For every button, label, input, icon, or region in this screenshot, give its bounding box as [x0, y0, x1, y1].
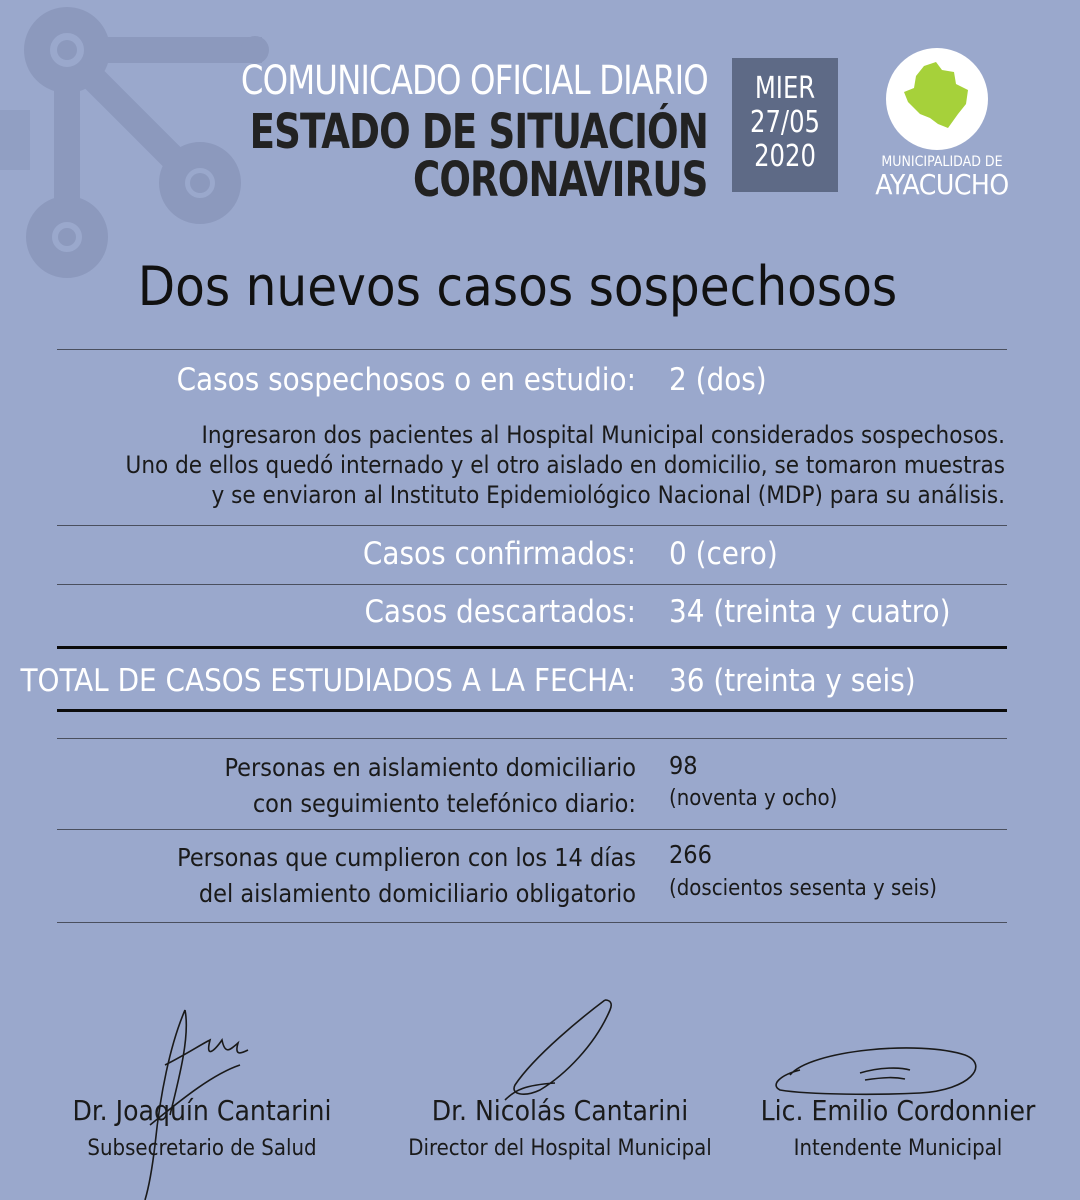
- divider: [57, 349, 1007, 350]
- description-line: Uno de ellos quedó internado y el otro aislado en domicilio, se tomaron muestras: [125, 451, 1005, 479]
- signatory-role-2: Director del Hospital Municipal: [408, 1136, 712, 1161]
- divider-thick: [57, 709, 1007, 712]
- confirmed-cases-value: 0 (cero): [669, 536, 778, 572]
- headline: Dos nuevos casos sospechosos: [137, 255, 898, 318]
- date-year: 2020: [754, 139, 816, 174]
- discarded-cases-value: 34 (treinta y cuatro): [669, 594, 951, 630]
- total-cases-label: TOTAL DE CASOS ESTUDIADOS A LA FECHA:: [20, 663, 636, 699]
- completed-isolation-label-line2: del aislamiento domiciliario obligatorio: [198, 879, 636, 908]
- total-cases-value: 36 (treinta y seis): [669, 663, 916, 699]
- signatory-role-3: Intendente Municipal: [793, 1136, 1003, 1161]
- signature-2: [495, 995, 625, 1105]
- completed-isolation-label: [177, 840, 636, 912]
- home-isolation-value: 98: [669, 751, 698, 780]
- suspected-cases-description: [126, 420, 1005, 510]
- suspected-cases-label: Casos sospechosos o en estudio:: [176, 362, 636, 398]
- divider: [57, 525, 1007, 526]
- home-isolation-label-line2: con seguimiento telefónico diario:: [252, 789, 636, 818]
- divider: [57, 922, 1007, 923]
- home-isolation-label: [225, 750, 636, 822]
- signatory-name-3: Lic. Emilio Cordonnier: [760, 1094, 1036, 1127]
- divider: [57, 738, 1007, 739]
- signatory-name-1: Dr. Joaquín Cantarini: [72, 1094, 332, 1127]
- date-box: [732, 58, 838, 192]
- divider: [57, 829, 1007, 830]
- logo-text-top: MUNICIPALIDAD DE: [881, 154, 1003, 170]
- completed-isolation-label-line1: Personas que cumplieron con los 14 días: [177, 843, 636, 872]
- divider-thick: [57, 646, 1007, 649]
- discarded-cases-label: Casos descartados:: [364, 594, 636, 630]
- signatory-name-2: Dr. Nicolás Cantarini: [431, 1094, 689, 1127]
- signatory-role-1: Subsecretario de Salud: [87, 1136, 317, 1161]
- date-day: MIER: [754, 71, 816, 106]
- completed-isolation-value: 266: [669, 840, 712, 869]
- description-line: y se enviaron al Instituto Epidemiológico Nacional (MDP) para su análisis.: [211, 481, 1005, 509]
- home-isolation-label-line1: Personas en aislamiento domiciliario: [224, 753, 636, 782]
- suspected-cases-value: 2 (dos): [669, 362, 767, 398]
- header-title-line2: ESTADO DE SITUACIÓN: [249, 104, 708, 160]
- header-title-line3: CORONAVIRUS: [413, 152, 708, 208]
- header-title-line1: COMUNICADO OFICIAL DIARIO: [240, 58, 708, 104]
- municipality-logo: [886, 48, 988, 150]
- logo-text-bottom: AYACUCHO: [875, 168, 1009, 201]
- date-daymonth: 27/05: [749, 105, 821, 140]
- completed-isolation-value-words: (doscientos sesenta y seis): [669, 876, 938, 901]
- home-isolation-value-words: (noventa y ocho): [669, 786, 838, 811]
- confirmed-cases-label: Casos confirmados:: [362, 536, 636, 572]
- description-line: Ingresaron dos pacientes al Hospital Municipal considerados sospechosos.: [201, 421, 1005, 449]
- map-icon: [886, 48, 988, 150]
- divider: [57, 584, 1007, 585]
